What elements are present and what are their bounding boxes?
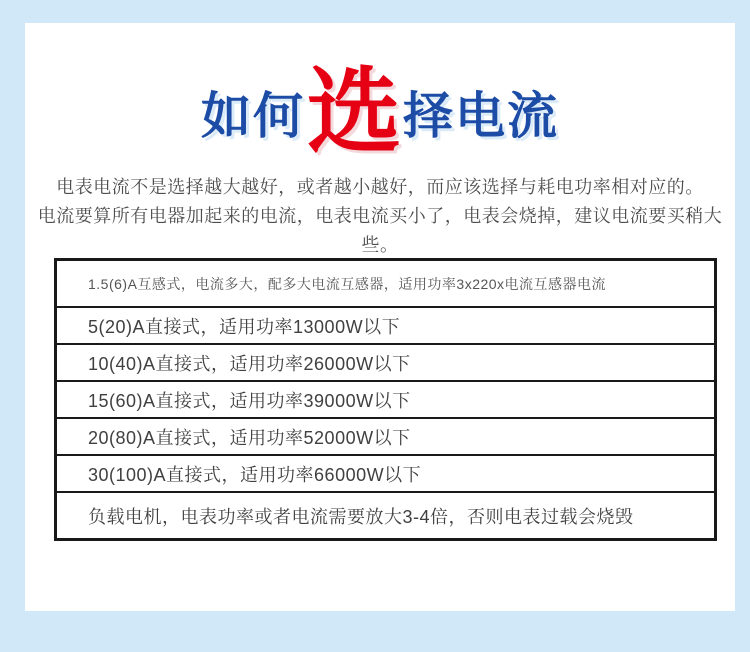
intro-line: 电表电流不是选择越大越好，或者越小越好，而应该选择与耗电功率相对应的。 xyxy=(56,177,704,197)
page-title xyxy=(25,59,735,164)
title-highlight: 选 xyxy=(306,59,401,164)
title-suffix: 择电流 xyxy=(403,87,559,144)
table-row: 10(40)A直接式，适用功率26000W以下 xyxy=(57,343,714,380)
table-row: 15(60)A直接式，适用功率39000W以下 xyxy=(57,380,714,417)
content-card xyxy=(25,23,735,611)
intro-paragraph xyxy=(25,173,735,260)
table-row: 20(80)A直接式，适用功率52000W以下 xyxy=(57,417,714,454)
table-row: 1.5(6)A互感式，电流多大，配多大电流互感器，适用功率3x220x电流互感器电流 xyxy=(88,275,607,292)
title-prefix: 如何 xyxy=(200,87,305,144)
power-table xyxy=(54,258,717,541)
table-row: 负载电机，电表功率或者电流需要放大3-4倍，否则电表过载会烧毁 xyxy=(57,491,714,538)
intro-line: 电流要算所有电器加起来的电流，电表电流买小了，电表会烧掉，建议电流要买稍大些。 xyxy=(37,206,723,255)
table-row: 5(20)A直接式，适用功率13000W以下 xyxy=(57,306,714,343)
table-row: 30(100)A直接式，适用功率66000W以下 xyxy=(57,454,714,491)
